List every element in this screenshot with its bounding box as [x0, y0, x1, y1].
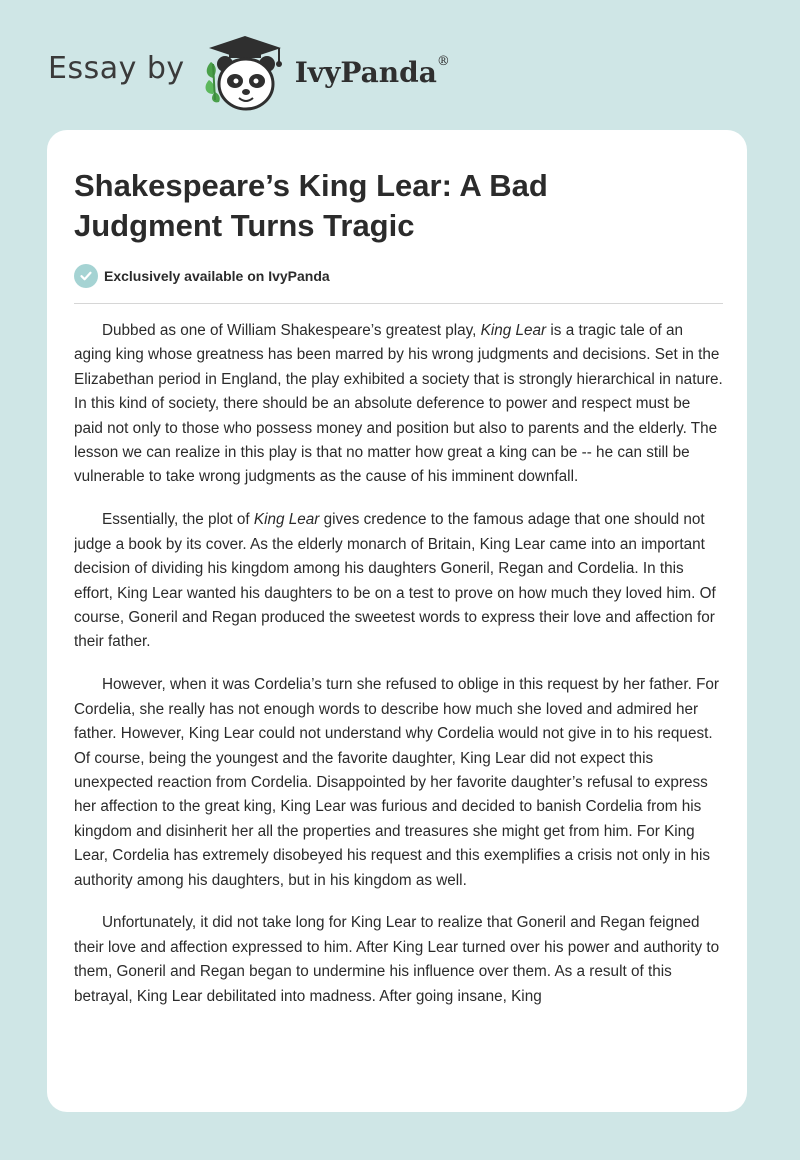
- site-header: [48, 34, 450, 114]
- essay-paragraph: [74, 319, 723, 490]
- essay-paragraph: [74, 673, 723, 893]
- essay-paragraph: [74, 911, 723, 1009]
- brand-name: [295, 56, 450, 89]
- divider: [74, 303, 723, 304]
- essay-by-label: Essay by: [48, 50, 185, 86]
- text-run: gives credence to the famous adage that one should not judge a book by its cover. As the elderly monarch of Britain, King Lear came into an important decision of dividing his kingdom among his daughters Goneril, Regan and Cordelia. In this effort, King Lear wanted his daughters to be on a test to prove on how much they loved him. Of course, Goneril and Regan produced the sweetest words to express their love and affection for their father.: [74, 511, 716, 651]
- essay-title: Shakespeare’s King Lear: A Bad Judgment Turns Tragic: [74, 168, 548, 243]
- check-icon: [74, 264, 98, 288]
- text-run: Unfortunately, it did not take long for King Lear to realize that Goneril and Regan feigned their love and affection expressed to him. After King Lear turned over his power and authority to them, Goneril and Regan began to undermine his influence over them. As a result of this betrayal, King Lear debilitated into madness. After going insane, King: [74, 914, 720, 1005]
- text-run: However, when it was Cordelia’s turn she refused to oblige in this request by her father. For Cordelia, she really has not enough words to describe how much she loved and admired her father. However, King Lear could not understand why Cordelia would not give in to his request. Of course, being the youngest and the favorite daughter, King Lear did not expect this unexpected reaction from Cordelia. Disappointed by her favorite daughter’s refusal to express her affection to the great king, King Lear was furious and decided to banish Cordelia from his kingdom and disinherit her all the properties and treasures she might get from him. For King Lear, Cordelia has extremely disobeyed his request and this exemplifies a crisis not only in his authority among his daughters, but in his kingdom as well.: [74, 676, 720, 889]
- text-run: Essentially, the plot of: [102, 511, 254, 529]
- essay-body: [74, 319, 723, 1079]
- registered-mark: ®: [436, 54, 450, 70]
- italic-title-run: King Lear: [253, 511, 320, 529]
- text-run: Dubbed as one of William Shakespeare’s greatest play,: [102, 322, 481, 339]
- exclusive-label: Exclusively available on IvyPanda: [104, 268, 330, 284]
- essay-card: [47, 130, 747, 1112]
- italic-title-run: King Lear: [480, 322, 547, 339]
- panda-logo-icon: [201, 34, 291, 114]
- brand-text: IvyPanda: [294, 55, 437, 89]
- essay-paragraph: [74, 508, 723, 654]
- text-run: is a tragic tale of an aging king whose greatness has been marred by his wrong judgments and decisions. Set in the Elizabethan period in England, the play exhibited a society that is strongly hierarchical in nature. In this kind of society, there should be an absolute deference to power and respect must be paid not only to those who possess money and position but also to parents and the elderly. The lesson we can realize in this play is that no matter how great a king can be -- he can still be vulnerable to take wrong judgments as the cause of his imminent downfall.: [74, 322, 723, 486]
- exclusive-badge: [74, 264, 330, 288]
